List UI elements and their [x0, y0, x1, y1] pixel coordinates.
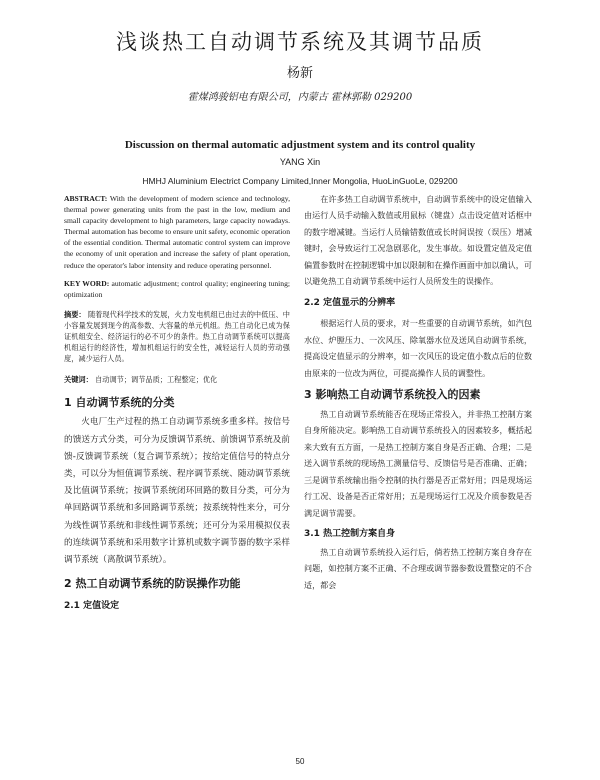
right-column: [304, 191, 532, 593]
section-2-1-heading: 2.1 定值设定: [64, 601, 120, 612]
english-keywords: [64, 278, 290, 300]
section-2-2-text: 根据运行人员的要求，对一些重要的自动调节系统，如汽包水位、炉膛压力、一次风压、除氧器水位及送风自动调节系统，提高设定值显示的分辨率，如一次风压的设定值小数点后的位数由原来的一位改为两位，可提高操作人员的调整性。: [304, 318, 532, 378]
chinese-abstract-label: 摘要：: [64, 309, 86, 319]
section-3-1-text: 热工自动调节系统投入运行后，倘若热工控制方案自身存在问题，如控制方案不正确、不合理或调节器参数设置整定的不合适，都会: [304, 546, 532, 590]
english-keywords-text: automatic adjustment; control quality; engineering tuning; optimization: [64, 278, 290, 299]
english-abstract-text: With the development of modern science and technology, thermal power generating units from the past in the low, medium and small capacity development to high parameters, large capacity nowadays. Thermal automation has become to ensure unit safety, economic operation of the essential condition. Thermal automatic control system can improve the economy of unit operation and increase the safety of plant operation, reduce the operator's labor intensity and reduce operating personnel.: [64, 194, 290, 270]
chinese-keywords: [64, 374, 290, 385]
section-3-text: 热工自动调节系统能否在现场正常投入，并非热工控制方案自身所能决定。影响热工自动调节系统投入的因素较多，概括起来大致有五方面，一是热工控制方案自身是否正确、合理；二是送入调节系统的现场热工测量信号、反馈信号是否准确、正确；三是调节系统输出指令控制的执行器是否正常好用；四是现场运行工况、设备是否正常好用；五是现场运行工况及介质参数是否满足调节需要。: [304, 409, 532, 518]
left-column: [64, 193, 290, 612]
section-1-heading: 1 自动调节系统的分类: [64, 396, 175, 410]
english-author: YANG Xin: [279, 157, 321, 167]
author-name: 杨新: [286, 66, 313, 81]
english-abstract: [64, 193, 290, 271]
english-affiliation: HMHJ Aluminium Electrict Company Limited,Inner Mongolia, HuoLinGuoLe, 029200: [142, 176, 458, 186]
author-affiliation: 霍煤鸿骏铝电有限公司，内蒙古 霍林郭勒 029200: [187, 92, 413, 103]
english-abstract-label: ABSTRACT:: [64, 194, 108, 203]
section-2-heading: 2 热工自动调节系统的防误操作功能: [64, 577, 241, 591]
chinese-abstract: [64, 309, 290, 364]
section-2-1-text: 在许多热工自动调节系统中，自动调节系统中的设定值输入由运行人员手动输入数值或用鼠标（键盘）点击设定值对话框中的数字增减键。当运行人员输错数值或长时间误按（误压）增减键时，会导致运行工况急剧恶化，发生事故。如设置定值及定值偏置参数时在控制逻辑中加以限制和在操作画面中加以确认，可以避免热工自动调节系统中运行人员所发生的误操作。: [304, 194, 532, 287]
chinese-keywords-text: 自动调节；调节品质；工程整定；优化: [95, 375, 218, 385]
paper-title: 浅谈热工自动调节系统及其调节品质: [116, 30, 484, 54]
english-keywords-label: KEY WORD:: [64, 278, 110, 288]
section-2-2-heading: 2.2 定值显示的分辨率: [304, 298, 396, 309]
chinese-abstract-text: 随着现代科学技术的发展，火力发电机组已由过去的中低压、中小容量发展到现今的高参数、大容量的单元机组。热工自动化已成为保证机组安全、经济运行的必不可少的条件。热工自动调节系统可以提高机组运行的经济性，增加机组运行的安全性，减轻运行人员的劳动强度，减少运行人员。: [64, 309, 290, 364]
page-number: 50: [295, 757, 305, 766]
section-1-text: 火电厂生产过程的热工自动调节系统多重多样。按信号的馈送方式分类，可分为反馈调节系统、前馈调节系统及前馈-反馈调节系统（复合调节系统）；按给定值信号的特点分类，可以分为恒值调节系统、程序调节系统、随动调节系统及比值调节系统；按调节系统闭环回路的数目分类，可分为单回路调节系统和多回路调节系统；按系统特性来分，可分为线性调节系统和非线性调节系统；还可分为采用模拟仪表的连续调节系统和采用数字计算机或数字调节器的数字采样调节系统（离散调节系统）。: [64, 417, 290, 566]
chinese-keywords-label: 关键词：: [64, 375, 93, 385]
section-3-1-heading: 3.1 热工控制方案自身: [304, 528, 396, 539]
english-title: Discussion on thermal automatic adjustment system and its control quality: [124, 139, 476, 151]
section-3-heading: 3 影响热工自动调节系统投入的因素: [304, 388, 481, 402]
